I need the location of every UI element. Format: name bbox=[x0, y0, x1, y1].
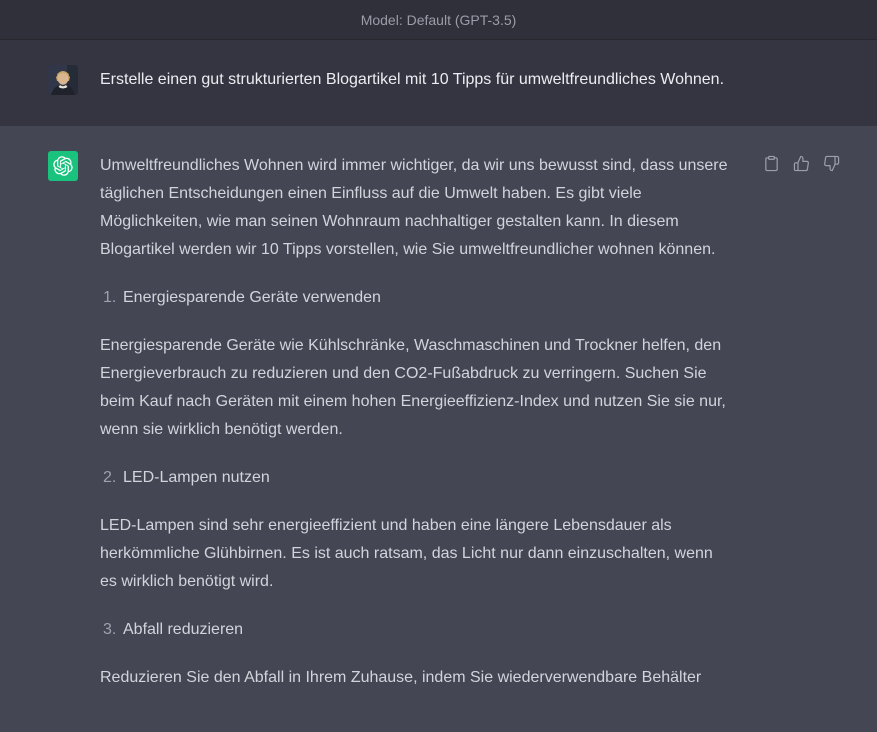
copy-button[interactable] bbox=[762, 154, 780, 172]
list-item-number: 2. bbox=[103, 469, 117, 486]
assistant-intro-paragraph: Umweltfreundliches Wohnen wird immer wichtiger, da wir uns bewusst sind, dass unsere täglichen Entscheidungen einen Einfluss auf die Umwelt haben. Es gibt viele Möglichkeiten, wie man seinen Wohnraum nachhaltiger gestalten kann. In diesem Blogartikel werden wir 10 Tipps vorstellen, wie Sie umweltfreundlicher wohnen können. bbox=[100, 157, 728, 258]
copy-icon bbox=[763, 155, 780, 172]
thumbs-down-icon bbox=[823, 155, 840, 172]
list-item-title: Abfall reduzieren bbox=[123, 621, 244, 638]
assistant-avatar bbox=[48, 151, 78, 181]
list-item bbox=[100, 464, 734, 492]
list-item-title: LED-Lampen nutzen bbox=[123, 469, 270, 486]
thumbs-up-icon bbox=[793, 155, 810, 172]
tip-body-paragraph: Energiesparende Geräte wie Kühlschränke, Waschmaschinen und Trockner helfen, den Energieverbrauch zu reduzieren und den CO2-Fußabdruck zu verringern. Suchen Sie beim Kauf nach Geräten mit einem hohen Energieeffizienz-Index und nutzen Sie sie nur, wenn sie wirklich benötigt werden. bbox=[100, 337, 726, 438]
tip-body-paragraph: LED-Lampen sind sehr energieeffizient und haben eine längere Lebensdauer als herkömmliche Glühbirnen. Es ist auch ratsam, das Licht nur dann einzuschalten, wenn es wirklich benötigt wird. bbox=[100, 517, 713, 590]
list-item bbox=[100, 284, 734, 312]
user-avatar bbox=[48, 65, 78, 95]
message-actions bbox=[762, 151, 840, 172]
list-item-number: 1. bbox=[103, 289, 117, 306]
list-item bbox=[100, 616, 734, 644]
user-avatar-photo bbox=[48, 65, 78, 95]
list-item-number: 3. bbox=[103, 621, 117, 638]
assistant-message-text bbox=[100, 151, 734, 692]
model-banner-label: Model: Default (GPT-3.5) bbox=[360, 11, 517, 28]
user-message-text: Erstelle einen gut strukturierten Blogartikel mit 10 Tipps für umweltfreundliches Wohnen. bbox=[100, 71, 725, 88]
tip-body-paragraph: Reduzieren Sie den Abfall in Ihrem Zuhause, indem Sie wiederverwendbare Behälter bbox=[100, 669, 702, 686]
thumbs-down-button[interactable] bbox=[822, 154, 840, 172]
model-banner bbox=[0, 0, 877, 40]
list-item-title: Energiesparende Geräte verwenden bbox=[123, 289, 381, 306]
assistant-message-row bbox=[0, 126, 877, 732]
openai-logo-icon bbox=[53, 156, 73, 176]
user-message-row bbox=[0, 40, 877, 126]
thumbs-up-button[interactable] bbox=[792, 154, 810, 172]
